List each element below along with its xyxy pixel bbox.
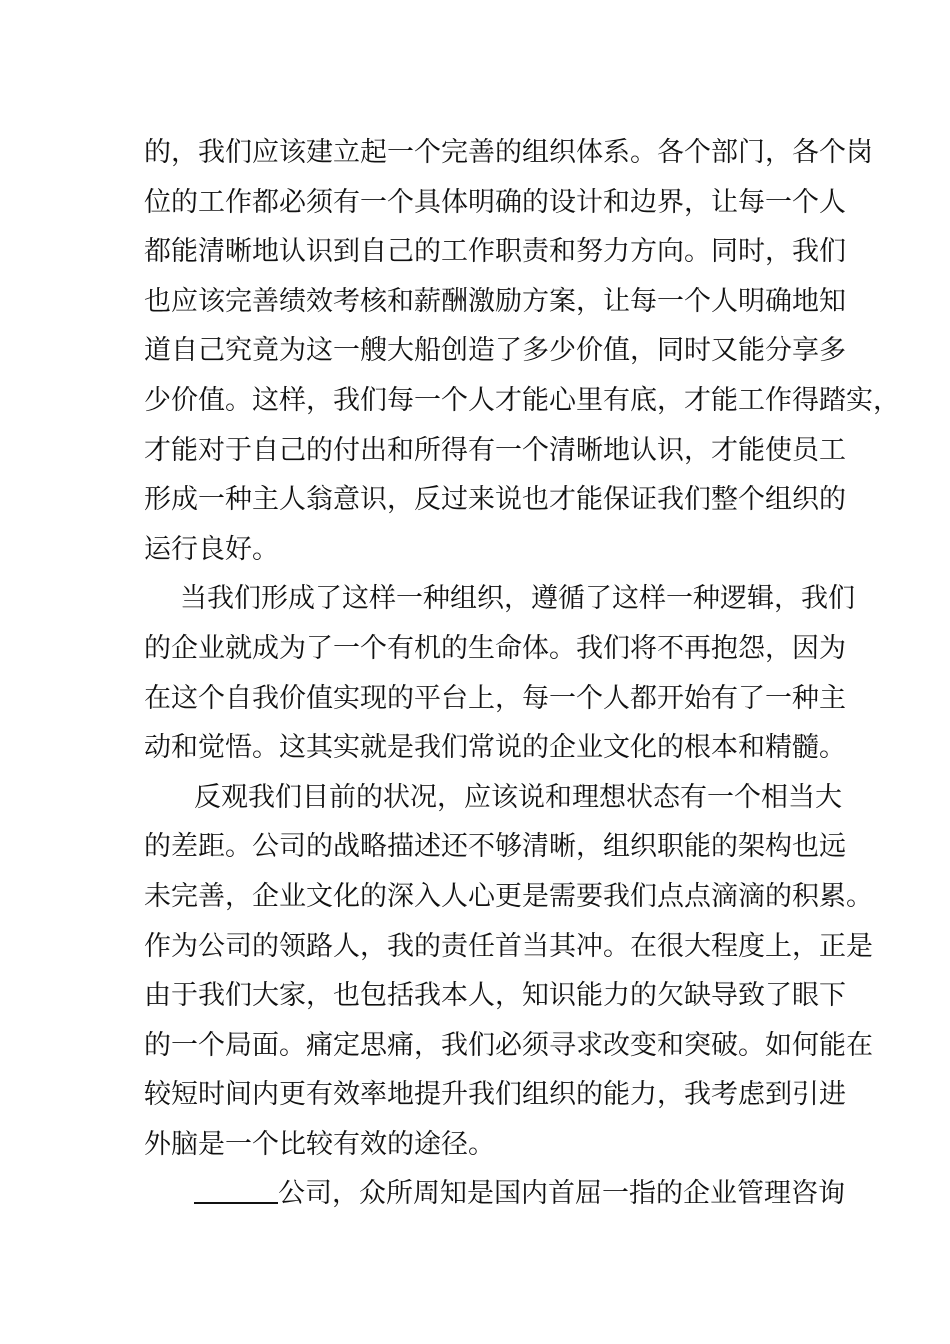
paragraph-3-line-7: 较短时间内更有效率地提升我们组织的能力，我考虑到引进 bbox=[144, 1079, 846, 1111]
paragraph-1-line-6: 少价值。这样，我们每一个人才能心里有底，才能工作得踏实， bbox=[144, 384, 900, 416]
paragraph-3-line-6: 的一个局面。痛定思痛，我们必须寻求改变和突破。如何能在 bbox=[144, 1029, 873, 1061]
paragraph-2-line-3: 在这个自我价值实现的平台上，每一个人都开始有了一种主 bbox=[144, 682, 846, 714]
paragraph-4-line-1 bbox=[144, 1169, 845, 1219]
paragraph-4-line-1-text: 公司，众所周知是国内首屈一指的企业管理咨询 bbox=[278, 1178, 845, 1210]
paragraph-3-line-4: 作为公司的领路人，我的责任首当其冲。在很大程度上，正是 bbox=[144, 930, 873, 962]
paragraph-1-line-2: 位的工作都必须有一个具体明确的设计和边界，让每一个人 bbox=[144, 186, 846, 218]
paragraph-1-line-4: 也应该完善绩效考核和薪酬激励方案，让每一个人明确地知 bbox=[144, 285, 846, 317]
paragraph-3-line-2: 的差距。公司的战略描述还不够清晰，组织职能的架构也远 bbox=[144, 831, 846, 863]
paragraph-3-line-5: 由于我们大家，也包括我本人，知识能力的欠缺导致了眼下 bbox=[144, 980, 846, 1012]
paragraph-1-line-1: 的，我们应该建立起一个完善的组织体系。各个部门，各个岗 bbox=[144, 137, 873, 168]
paragraph-2-line-4: 动和觉悟。这其实就是我们常说的企业文化的根本和精髓。 bbox=[144, 732, 846, 764]
fill-in-blank-underline bbox=[194, 1172, 278, 1204]
paragraph-2-line-2: 的企业就成为了一个有机的生命体。我们将不再抱怨，因为 bbox=[144, 632, 846, 664]
paragraph-3-line-3: 未完善，企业文化的深入人心更是需要我们点点滴滴的积累。 bbox=[144, 880, 873, 912]
paragraph-1-line-9: 运行良好。 bbox=[144, 533, 279, 565]
paragraph-3-line-1: 反观我们目前的状况，应该说和理想状态有一个相当大 bbox=[194, 781, 842, 813]
paragraph-1-line-7: 才能对于自己的付出和所得有一个清晰地认识，才能使员工 bbox=[144, 434, 846, 466]
document-body bbox=[144, 128, 900, 1219]
paragraph-2-line-1: 当我们形成了这样一种组织，遵循了这样一种逻辑，我们 bbox=[180, 583, 855, 615]
paragraph-1-line-5: 道自己究竟为这一艘大船创造了多少价值，同时又能分享多 bbox=[144, 335, 846, 367]
paragraph-1-line-3: 都能清晰地认识到自己的工作职责和努力方向。同时，我们 bbox=[144, 236, 846, 268]
paragraph-1-line-8: 形成一种主人翁意识，反过来说也才能保证我们整个组织的 bbox=[144, 484, 846, 516]
paragraph-3-line-8: 外脑是一个比较有效的途径。 bbox=[144, 1128, 495, 1160]
